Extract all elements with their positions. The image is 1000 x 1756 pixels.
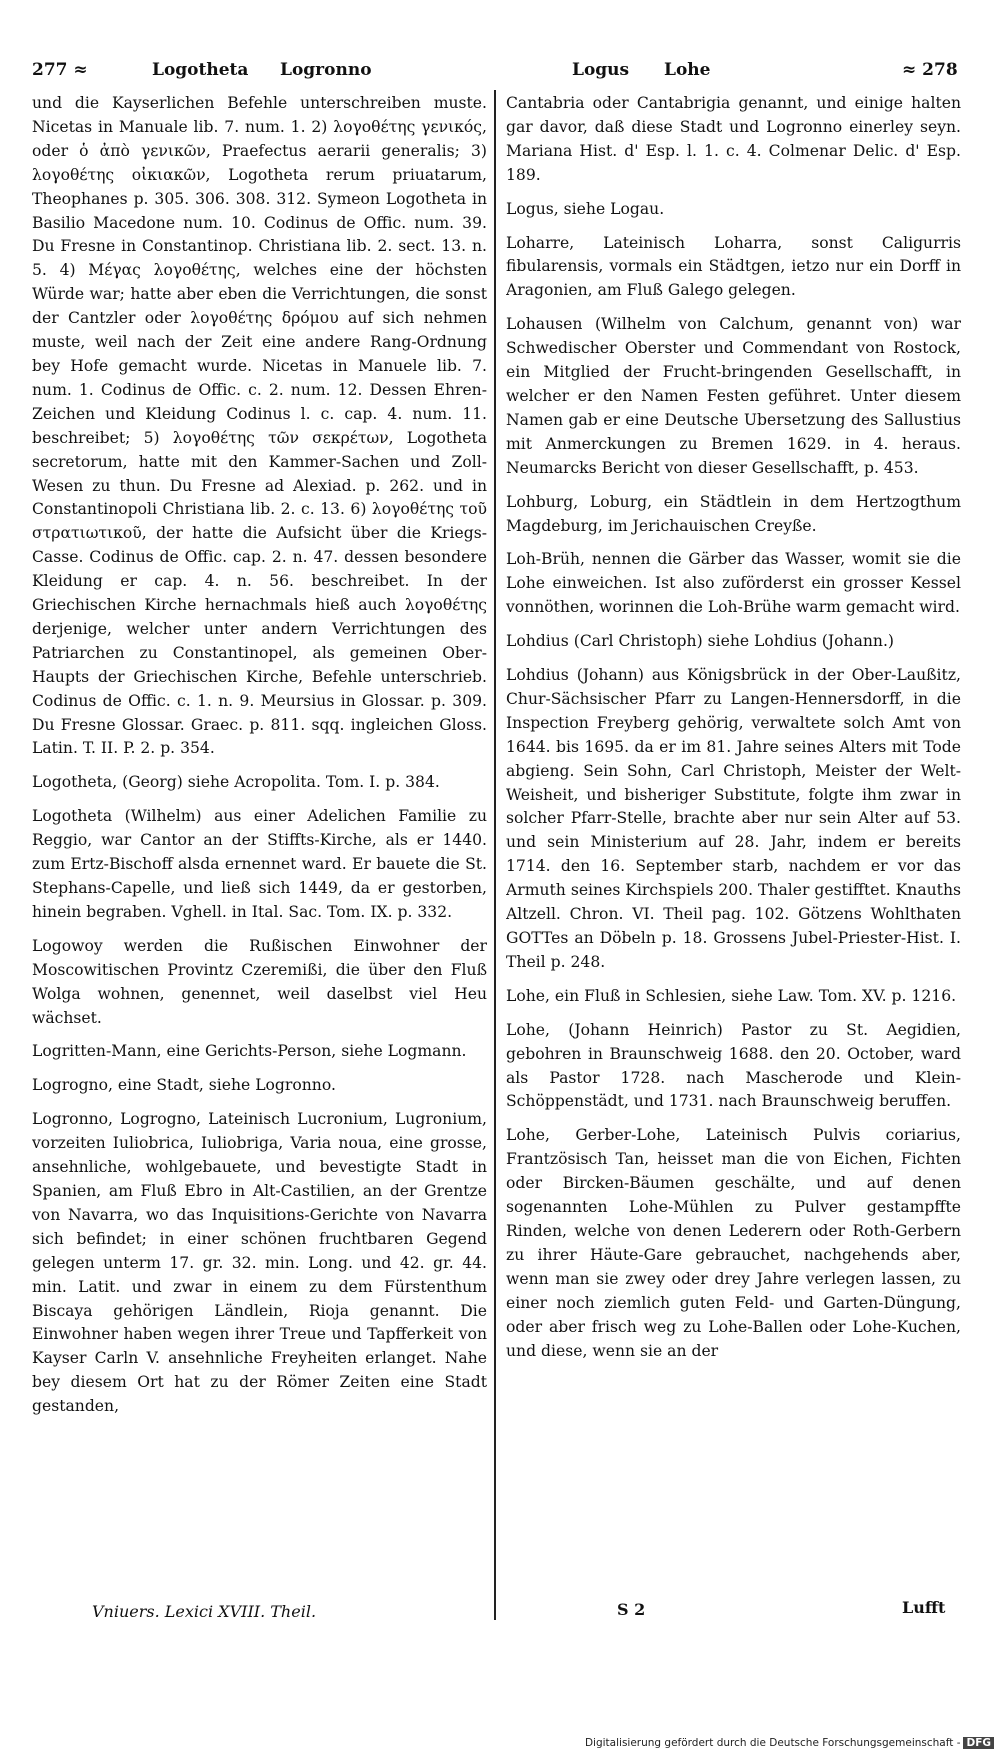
entry-lohausen: Lohausen (Wilhelm von Calchum, genannt von) war Schwedischer Oberster und Commendant von Rostock, ein Mitglied der Frucht-bringenden Gesellschafft, in welcher er den Namen Festen geführet. Unter diesem Namen gab er eine Deutsche Ubersetzung des Sallustius mit Anmerckungen zu Bremen 1629. in 4. heraus. Neumarcks Bericht von dieser Gesellschafft, p. 453. <box>506 315 961 477</box>
entry-logotheta-wilhelm: Logotheta (Wilhelm) aus einer Adelichen Familie zu Reggio, war Cantor an der Stiffts-Kirche, als er 1440. zum Ertz-Bischoff alsda ernennet ward. Er bauete die St. Stephans-Capelle, und ließ sich 1449, da er gestorben, hinein begraben. Vghell. in Ital. Sac. Tom. IX. p. 332. <box>32 807 487 921</box>
digitization-notice <box>585 1737 994 1749</box>
catchword: Lufft <box>902 1598 946 1617</box>
left-column <box>32 92 487 1622</box>
sheet-signature: S 2 <box>617 1600 646 1619</box>
volume-signature: Vniuers. Lexici XVIII. Theil. <box>92 1602 317 1621</box>
entry-lohe-gerber-lohe: Lohe, Gerber-Lohe, Lateinisch Pulvis coriarius, Frantzösisch Tan, heisset man die von Eichen, Fichten oder Bircken-Bäumen geschälte, und auf denen sogenannten Lohe-Mühlen zu Pulver gestampffte Rinden, welche von denen Lederern oder Roth-Gerbern zu ihrer Häute-Gare gebrauchet, nachgehends aber, wenn man sie zwey oder drey Jahre verlegen lassen, zu einer noch ziemlich guten Feld- und Garten-Düngung, oder aber frisch weg zu Lohe-Ballen oder Lohe-Kuchen, und diese, wenn sie an der <box>506 1126 961 1360</box>
entry-lohe-johann-heinrich: Lohe, (Johann Heinrich) Pastor zu St. Aegidien, gebohren in Braunschweig 1688. den 20. October, ward als Pastor 1728. nach Mascherode und Klein-Schöppenstädt, und 1731. nach Braunschweig beruffen. <box>506 1020 961 1111</box>
entry-logotheta-georg: Logotheta, (Georg) siehe Acropolita. Tom. I. p. 384. <box>32 773 440 792</box>
entry-loh-brueh: Loh-Brüh, nennen die Gärber das Wasser, womit sie die Lohe einweichen. Ist also zuförderst ein grosser Kessel vonnöthen, worinnen die Loh-Brühe warm gemacht wird. <box>506 550 961 617</box>
entry-lohe-fluss: Lohe, ein Fluß in Schlesien, siehe Law. Tom. XV. p. 1216. <box>506 986 957 1005</box>
column-divider <box>494 90 496 1620</box>
right-column <box>506 92 961 1622</box>
entry-logowoy: Logowoy werden die Rußischen Einwohner der Moscowitischen Provintz Czeremißi, die über den Fluß Wolga wohnen, genennet, weil daselbst viel Heu wächset. <box>32 936 487 1027</box>
entry-logrogno: Logrogno, eine Stadt, siehe Logronno. <box>32 1076 336 1095</box>
entry-logritten-mann: Logritten-Mann, eine Gerichts-Person, siehe Logmann. <box>32 1042 467 1061</box>
entry-logotheta-continued: und die Kayserlichen Befehle unterschreiben muste. Nicetas in Manuale lib. 7. num. 1. 2) λογοθέτης γενικός, oder ὁ ἀπὸ γενικῶν, Praefectus aerarii generalis; 3) λογοθέτης οἰκιακῶν, Logotheta rerum priuatarum, Theophanes p. 305. 306. 308. 312. Symeon Logotheta in Basilio Macedone num. 10. Codinus de Offic. num. 39. Du Fresne in Constantinop. Christiana lib. 2. sect. 13. n. 5. 4) Μέγας λογοθέτης, welches eine der höchsten Würde war; hatte aber eben die Verrichtungen, die sonst der Cantzler oder λογοθέτης δρόμου auf sich nehmen muste, weil nach der Zeit eine andere Rang-Ordnung bey Hofe gemacht wurde. Nicetas in Manuele lib. 7. num. 1. Codinus de Offic. c. 2. num. 12. Dessen Ehren-Zeichen und Kleidung Codinus l. c. cap. 4. num. 11. beschreibet; 5) λογοθέτης τῶν σεκρέτων, Logotheta secretorum, hatte mit den Kammer-Sachen und Zoll-Wesen zu thun. Du Fresne ad Alexiad. p. 262. und in Constantinopoli Christiana lib. 2. c. 13. 6) λογοθέτης τοῦ στρατιωτικοῦ, der hatte die Aufsicht über die Kriegs-Casse. Codinus de Offic. cap. 2. n. 47. dessen besondere Kleidung er cap. 4. n. 56. beschreibet. In der Griechischen Kirche hernachmals hieß auch λογοθέτης derjenige, welcher unter andern Verrichtungen des Patriarchen zu Constantinopel, als gemeinen Ober-Haupts der Griechischen Kirche, Befehle unterschrieb. Codinus de Offic. c. 1. n. 9. Meursius in Glossar. p. 309. Du Fresne Glossar. Graec. p. 811. sqq. ingleichen Gloss. Latin. T. II. P. 2. p. 354. <box>32 94 487 758</box>
page-footer <box>32 1598 967 1628</box>
left-page-number: 277 ≈ <box>32 60 88 80</box>
entry-logronno: Logronno, Logrogno, Lateinisch Lucronium, Lugronium, vorzeiten Iuliobrica, Iuliobriga, Varia noua, eine grosse, ansehnliche, wohlgebauete, und bevestigte Stadt in Spanien, am Fluß Ebro in Alt-Castilien, an der Grentze von Navarra, wo das Inquisitions-Gerichte von Navarra sich befindet; in einer schönen fruchtbaren Gegend gelegen unterm 17. gr. 32. min. Long. und 42. gr. 44. min. Latit. und zwar in einem zu dem Fürstenthum Biscaya gehörigen Ländlein, Rioja genannt. Die Einwohner haben wegen ihrer Treue und Tapfferkeit von Kayser Carln V. ansehnliche Freyheiten erlanget. Nahe bey diesem Ort hat zu der Römer Zeiten eine Stadt gestanden, <box>32 1110 487 1416</box>
left-running-head-1: Logotheta <box>152 60 249 80</box>
entry-lohdius-carl: Lohdius (Carl Christoph) siehe Lohdius (Johann.) <box>506 632 895 651</box>
page-header <box>32 52 967 86</box>
digitization-text: Digitalisierung gefördert durch die Deutsche Forschungsgemeinschaft - <box>584 1737 961 1749</box>
right-page-number: ≈ 278 <box>902 60 958 80</box>
entry-lohdius-johann: Lohdius (Johann) aus Königsbrück in der Ober-Laußitz, Chur-Sächsischer Pfarr zu Langen-Hennersdorff, in die Inspection Freyberg gehörig, verwaltete solch Amt von 1644. bis 1695. da er im 81. Jahre seines Alters mit Tode abgieng. Sein Sohn, Carl Christoph, Meister der Welt-Weisheit, und bisheriger Substitute, folgte ihm zwar in solcher Pfarr-Stelle, brachte aber nur sein Alter auf 53. und sein Ministerium auf 28. Jahr, indem er bereits 1714. den 16. September starb, nachdem er vor das Armuth seines Kirchspiels 200. Thaler gestifftet. Knauths Altzell. Chron. VI. Theil pag. 102. Götzens Wohlthaten GOTTes an Döbeln p. 18. Grossens Jubel-Priester-Hist. I. Theil p. 248. <box>506 666 961 971</box>
entry-logronno-continued: Cantabria oder Cantabrigia genannt, und einige halten gar davor, daß diese Stadt und Logronno einerley seyn. Mariana Hist. d' Esp. l. 1. c. 4. Colmenar Delic. d' Esp. 189. <box>506 94 961 184</box>
entry-logus: Logus, siehe Logau. <box>506 199 665 218</box>
right-running-head-1: Logus <box>572 60 630 80</box>
entry-lohburg: Lohburg, Loburg, ein Städtlein in dem Hertzogthum Magdeburg, im Jerichauischen Creyße. <box>506 492 961 535</box>
left-running-head-2: Logronno <box>280 60 372 80</box>
dfg-logo: DFG <box>963 1737 994 1749</box>
entry-loharre: Loharre, Lateinisch Loharra, sonst Caligurris fibularensis, vormals ein Städtgen, ietzo nur ein Dorff in Aragonien, am Fluß Galego gelegen. <box>506 233 961 300</box>
right-running-head-2: Lohe <box>664 60 711 80</box>
